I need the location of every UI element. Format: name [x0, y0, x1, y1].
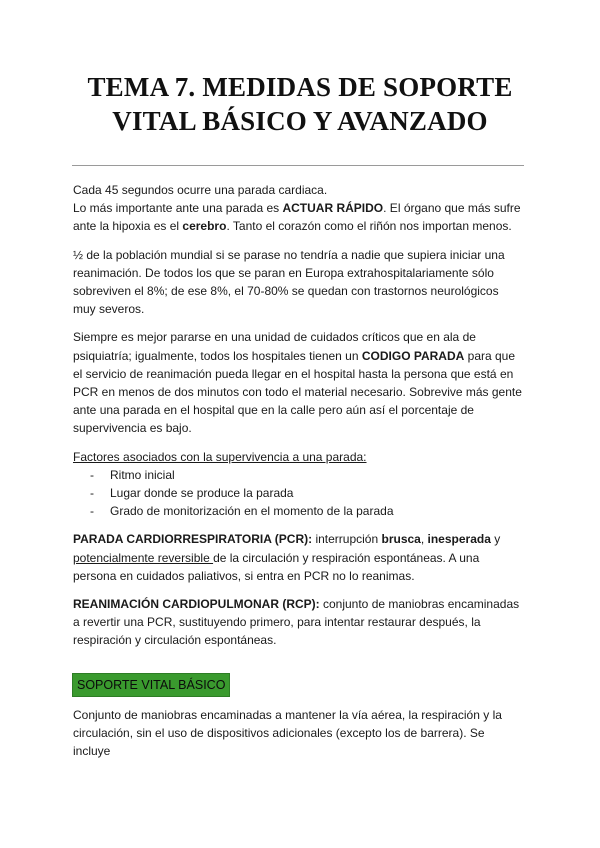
intro-text-e: . Tanto el corazón como el riñón nos importan menos.: [226, 219, 512, 234]
list-dash: -: [90, 486, 94, 501]
list-item-text: Grado de monitorización en el momento de la parada: [110, 504, 394, 519]
section-heading: SOPORTE VITAL BÁSICO: [73, 674, 229, 696]
pcr-definition: [73, 530, 523, 585]
hospital-text-c: para que el servicio de reanimación pueda llegar en el hospital hasta la persona que está en PCR en menos de dos minutos con todo el material necesario. Sobrevive más gente ante una parada en el hospital que en la calle pero aún así el porcentaje de supervivencia es bajo.: [73, 348, 522, 436]
pcr-term: PARADA CARDIORRESPIRATORIA (PCR):: [73, 532, 313, 547]
intro-paragraph: [73, 181, 523, 236]
factors-heading: [73, 448, 523, 466]
cerebro-emphasis: cerebro: [182, 219, 227, 234]
list-item: [73, 466, 523, 484]
pcr-text-c: ,: [420, 532, 428, 547]
list-item-text: Ritmo inicial: [110, 467, 175, 482]
pcr-text-e: y: [490, 532, 501, 547]
rcp-term: REANIMACIÓN CARDIOPULMONAR (RCP):: [73, 597, 320, 612]
list-item: [73, 484, 523, 502]
codigo-parada-emphasis: CODIGO PARADA: [361, 348, 465, 363]
factors-heading-text: Factores asociados con la supervivencia a una parada:: [73, 449, 367, 464]
list-item-text: Lugar donde se produce la parada: [110, 486, 294, 501]
section-paragraph: [73, 706, 523, 761]
hospital-text-a: Siempre es mejor pararse en una unidad de cuidados críticos que en ala de psiquiatría; igualmente, todos los hospitales tienen un: [73, 330, 476, 363]
rcp-text: conjunto de maniobras encaminadas a revertir una PCR, sustituyendo primero, para intentar restaurar después, la respiración y circulación espontáneas.: [73, 597, 520, 648]
pcr-text-a: interrupción: [312, 532, 382, 547]
inesperada-emphasis: inesperada: [427, 532, 491, 547]
list-dash: -: [90, 467, 94, 482]
intro-line-1: Cada 45 segundos ocurre una parada cardiaca.: [73, 183, 328, 197]
factors-list: [73, 466, 523, 521]
actuar-rapido-emphasis: ACTUAR RÁPIDO: [282, 201, 384, 216]
title-divider: [72, 165, 524, 166]
rcp-definition: [73, 595, 523, 650]
hospital-paragraph: [73, 328, 523, 437]
section-text: Conjunto de maniobras encaminadas a mantener la vía aérea, la respiración y la circulación, sin el uso de dispositivos adicionales (excepto los de barrera). Se incluye: [73, 707, 502, 759]
intro-text-c: . El órgano que más sufre ante la hipoxia es el: [73, 201, 521, 234]
intro-text-a: Lo más importante ante una parada es: [73, 201, 283, 216]
document-body: [73, 181, 523, 760]
population-text: ½ de la población mundial si se parase no tendría a nadie que supiera iniciar una reanimación. De todos los que se paran en Europa extrahospitalariamente sólo sobreviven el 8%; de ese 8%, el 70-80% se quedan con trastornos neurológicos muy severos.: [73, 247, 505, 317]
title-line-1: TEMA 7. MEDIDAS DE SOPORTE: [87, 72, 513, 102]
pcr-text-g: de la circulación y respiración espontáneas. A una persona en cuidados paliativos, si entra en PCR no lo reanimas.: [73, 550, 480, 583]
list-item: [73, 502, 523, 520]
brusca-emphasis: brusca: [381, 532, 421, 547]
title-line-2: VITAL BÁSICO Y AVANZADO: [112, 106, 488, 136]
page-title: [40, 70, 560, 138]
section-heading-row: [73, 674, 523, 696]
population-paragraph: [73, 246, 523, 319]
list-dash: -: [90, 504, 94, 519]
reversible-underlined: potencialmente reversible: [73, 550, 214, 565]
